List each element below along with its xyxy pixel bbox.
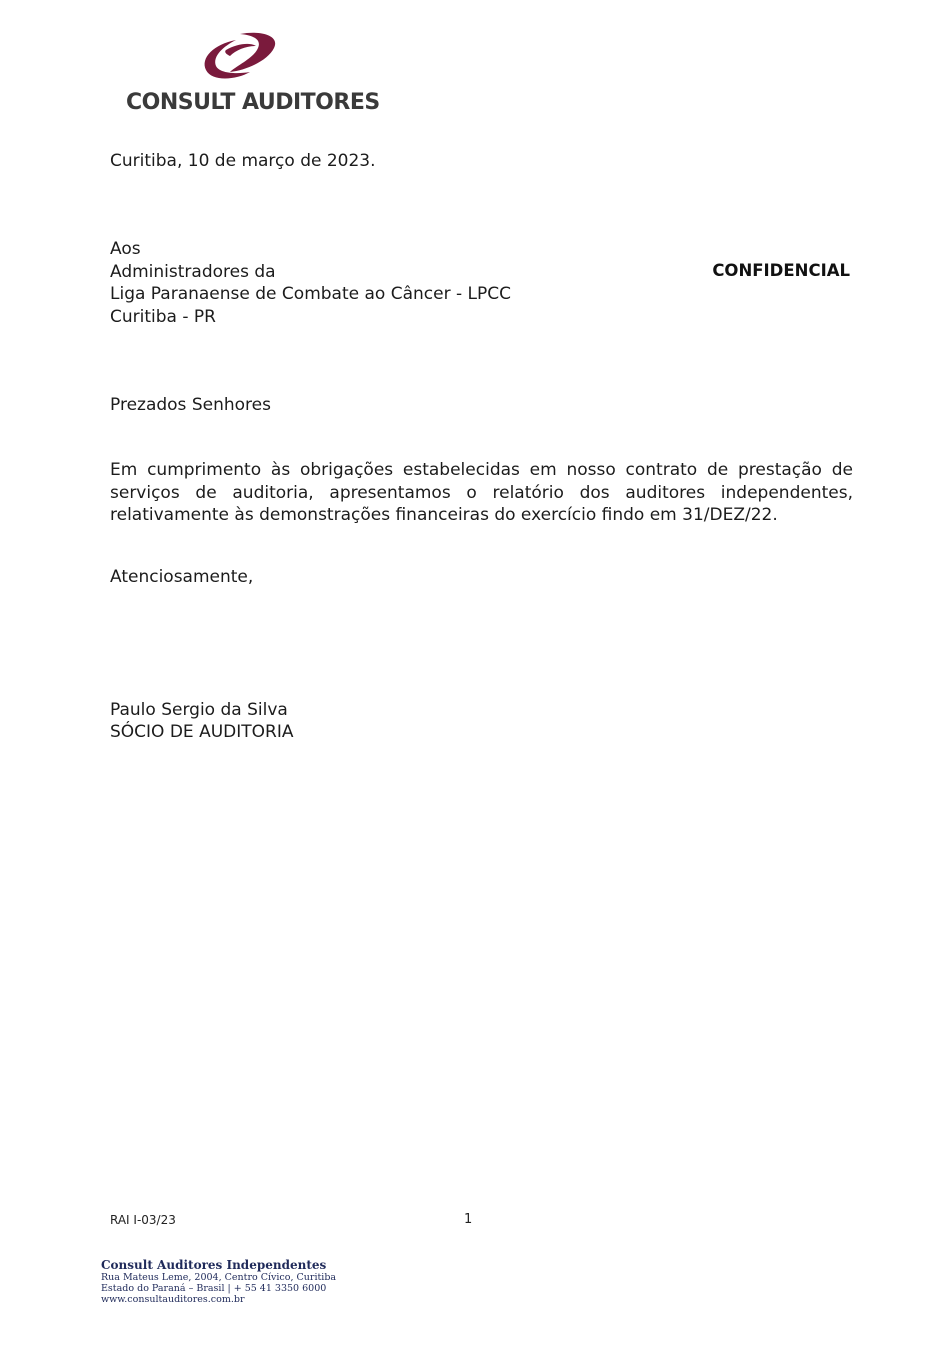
body-paragraph bbox=[110, 459, 853, 527]
greeting: Prezados Senhores bbox=[110, 395, 271, 415]
footer-state-phone: Estado do Paraná – Brasil | + 55 41 3350 6000 bbox=[101, 1283, 327, 1294]
logo-swirl-icon bbox=[196, 30, 282, 90]
page-number: 1 bbox=[464, 1212, 473, 1227]
recipient-line: Aos bbox=[110, 239, 141, 259]
letter-date: Curitiba, 10 de março de 2023. bbox=[110, 151, 376, 171]
footer bbox=[101, 1258, 336, 1305]
signer-name: Paulo Sergio da Silva bbox=[110, 700, 288, 720]
closing: Atenciosamente, bbox=[110, 567, 254, 587]
footer-company: Consult Auditores Independentes bbox=[101, 1258, 327, 1272]
footer-website[interactable]: www.consultauditores.com.br bbox=[101, 1294, 245, 1305]
recipient-block bbox=[110, 238, 511, 328]
signature-block bbox=[110, 699, 293, 743]
recipient-line: Liga Paranaense de Combate ao Câncer - LPCC bbox=[110, 284, 511, 304]
body-line: Em cumprimento às obrigações estabelecidas em nosso contrato de prestação de bbox=[110, 460, 853, 480]
signer-title: SÓCIO DE AUDITORIA bbox=[110, 722, 294, 742]
recipient-line: Curitiba - PR bbox=[110, 306, 216, 327]
logo-wordmark: CONSULT AUDITORES bbox=[126, 90, 380, 115]
body-line: serviços de auditoria, apresentamos o relatório dos auditores independentes, bbox=[110, 482, 853, 503]
body-line: relativamente às demonstrações financeiras do exercício findo em 31/DEZ/22. bbox=[110, 505, 778, 525]
recipient-line: Administradores da bbox=[110, 261, 276, 282]
document-code: RAI I-03/23 bbox=[110, 1213, 176, 1227]
footer-address: Rua Mateus Leme, 2004, Centro Cívico, Curitiba bbox=[101, 1272, 337, 1283]
confidential-label: CONFIDENCIAL bbox=[712, 261, 850, 280]
